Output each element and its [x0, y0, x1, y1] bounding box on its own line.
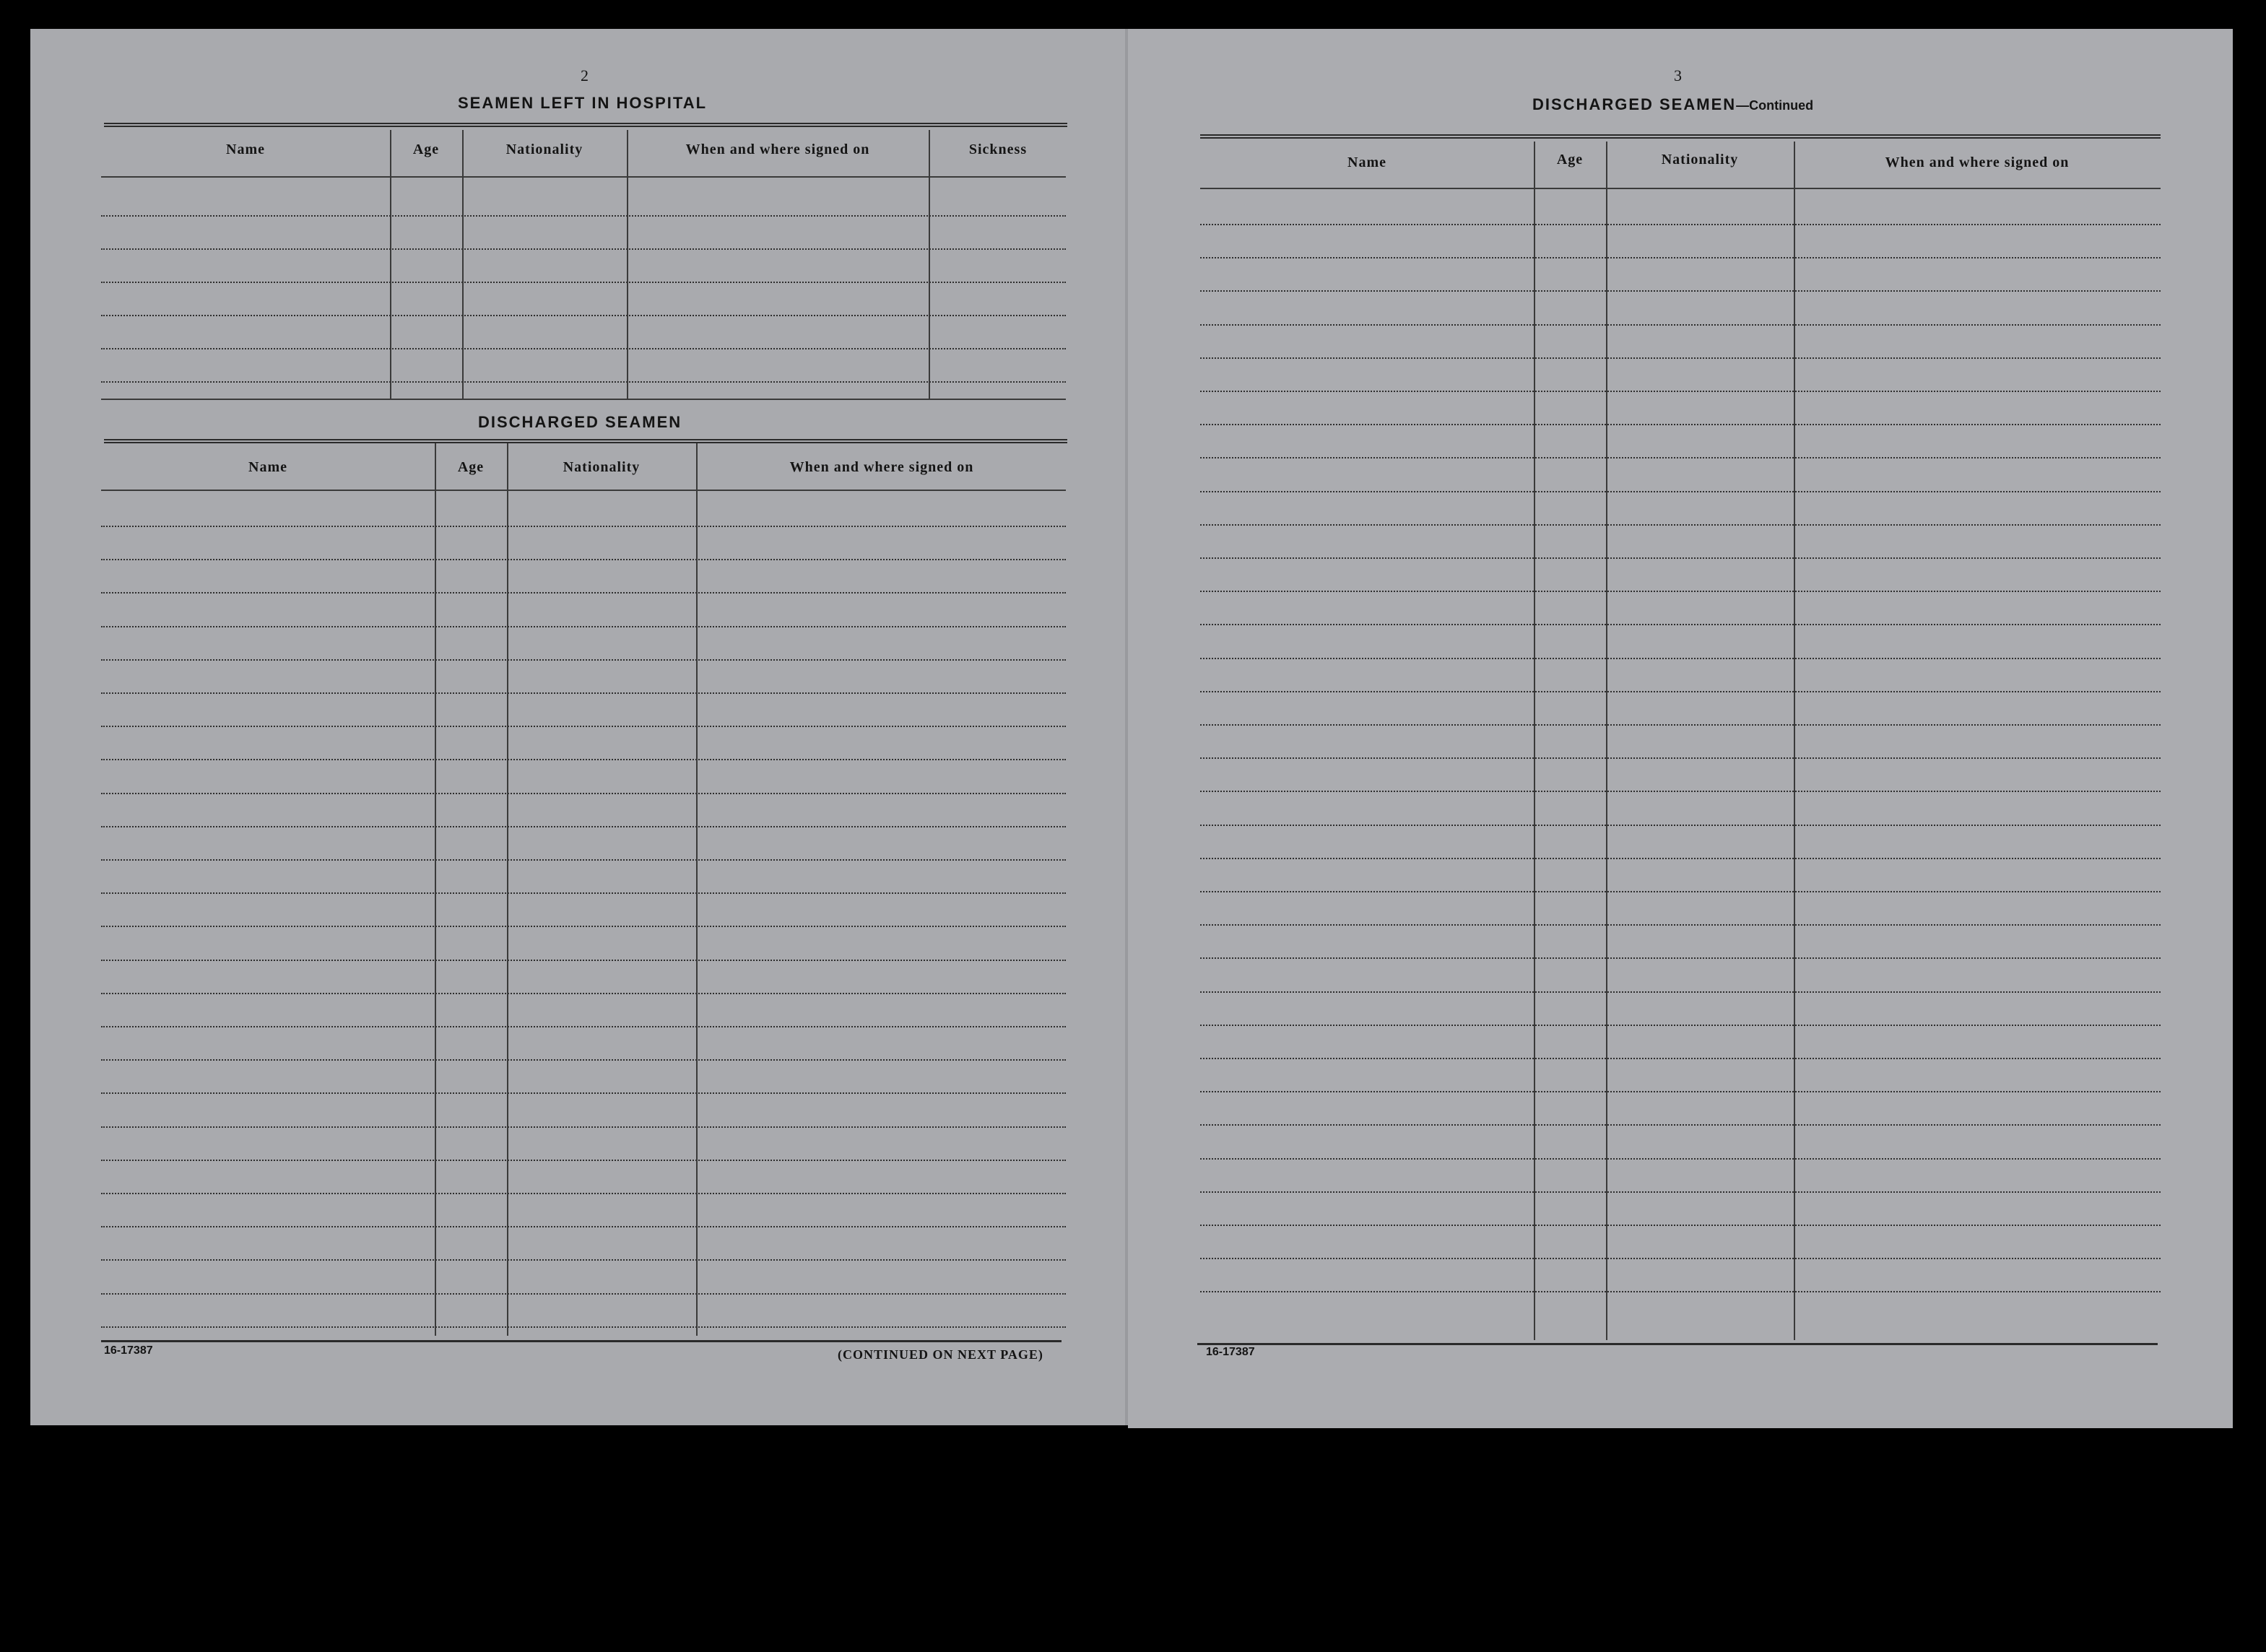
hospital-row-line — [101, 248, 1066, 250]
discharged-section-title: DISCHARGED SEAMEN — [478, 413, 682, 431]
continued-col-signed-on: When and where signed on — [1885, 155, 2070, 170]
left-form-number: 16-17387 — [104, 1344, 153, 1357]
discharged-title-rule — [104, 439, 1067, 443]
continued-row-line — [1200, 1124, 2161, 1126]
continued-row-line — [1200, 957, 2161, 959]
continued-row-line — [1200, 1025, 2161, 1026]
continued-row-line — [1200, 757, 2161, 759]
right-bottom-rule — [1197, 1343, 2158, 1345]
continued-row-line — [1200, 858, 2161, 859]
continued-note: (CONTINUED ON NEXT PAGE) — [838, 1347, 1043, 1362]
discharged-row-line — [101, 1259, 1066, 1261]
discharged-col-age: Age — [457, 459, 485, 475]
continued-row-line — [1200, 591, 2161, 592]
hospital-row-line — [101, 348, 1066, 349]
continued-row-line — [1200, 1258, 2161, 1259]
discharged-column-divider — [507, 443, 508, 1336]
continued-row-line — [1200, 1225, 2161, 1226]
continued-row-line — [1200, 290, 2161, 292]
continued-row-line — [1200, 691, 2161, 692]
discharged-row-line — [101, 1160, 1066, 1161]
continued-row-line — [1200, 391, 2161, 392]
discharged-col-name: Name — [248, 459, 287, 475]
continued-row-line — [1200, 1058, 2161, 1059]
hospital-section-title: SEAMEN LEFT IN HOSPITAL — [458, 94, 708, 112]
discharged-row-line — [101, 592, 1066, 594]
continued-column-divider — [1534, 142, 1535, 1340]
discharged-row-line — [101, 859, 1066, 861]
hospital-col-sickness: Sickness — [968, 142, 1028, 157]
continued-row-line — [1200, 791, 2161, 792]
continued-row-line — [1200, 624, 2161, 625]
discharged-row-line — [101, 1092, 1066, 1094]
continued-row-line — [1200, 491, 2161, 492]
continued-row-line — [1200, 557, 2161, 559]
discharged-col-nationality: Nationality — [563, 459, 641, 475]
continued-row-line — [1200, 324, 2161, 326]
continued-column-divider — [1606, 142, 1607, 1340]
hospital-col-age: Age — [412, 142, 440, 157]
continued-title-text: DISCHARGED SEAMEN — [1532, 95, 1737, 113]
continued-row-line — [1200, 658, 2161, 659]
continued-row-line — [1200, 524, 2161, 526]
hospital-col-signed-on: When and where signed on — [685, 142, 870, 157]
continued-row-line — [1200, 924, 2161, 926]
discharged-row-line — [101, 626, 1066, 627]
right-form-number: 16-17387 — [1206, 1346, 1255, 1358]
continued-row-line — [1200, 224, 2161, 225]
hospital-column-divider — [390, 130, 391, 399]
hospital-title-rule — [104, 123, 1067, 127]
continued-row-line — [1200, 257, 2161, 258]
continued-row-line — [1200, 1091, 2161, 1092]
left-page-number: 2 — [581, 66, 589, 84]
continued-col-name: Name — [1347, 155, 1386, 170]
hospital-column-divider — [627, 130, 628, 399]
hospital-column-divider — [462, 130, 464, 399]
continued-row-line — [1200, 825, 2161, 826]
discharged-column-divider — [696, 443, 698, 1336]
discharged-row-line — [101, 1226, 1066, 1227]
discharged-row-line — [101, 759, 1066, 760]
continued-row-line — [1200, 1158, 2161, 1160]
hospital-col-nationality: Nationality — [505, 142, 583, 157]
continued-col-nationality: Nationality — [1661, 152, 1739, 168]
discharged-row-line — [101, 526, 1066, 527]
left-bottom-rule — [101, 1340, 1062, 1342]
discharged-row-line — [101, 993, 1066, 994]
continued-section-title — [1532, 95, 1813, 114]
discharged-row-line — [101, 892, 1066, 894]
discharged-row-line — [101, 826, 1066, 827]
continued-row-line — [1200, 457, 2161, 458]
discharged-row-line — [101, 1326, 1066, 1328]
discharged-row-line — [101, 559, 1066, 560]
discharged-row-line — [101, 1293, 1066, 1295]
page-fold — [1125, 29, 1128, 1425]
continued-header-line — [1200, 188, 2161, 189]
discharged-header-line — [101, 490, 1066, 491]
discharged-row-line — [101, 1059, 1066, 1061]
discharged-row-line — [101, 1026, 1066, 1027]
hospital-bottom-line — [101, 399, 1066, 400]
hospital-row-line — [101, 215, 1066, 217]
continued-row-line — [1200, 357, 2161, 359]
discharged-row-line — [101, 726, 1066, 727]
discharged-row-line — [101, 1126, 1066, 1128]
discharged-row-line — [101, 926, 1066, 927]
hospital-row-line — [101, 315, 1066, 316]
discharged-row-line — [101, 960, 1066, 961]
right-page-number: 3 — [1674, 66, 1682, 84]
continued-row-line — [1200, 891, 2161, 892]
continued-row-line — [1200, 1191, 2161, 1193]
discharged-row-line — [101, 793, 1066, 794]
discharged-row-line — [101, 659, 1066, 661]
continued-title-rule — [1200, 134, 2161, 139]
continued-row-line — [1200, 991, 2161, 993]
hospital-row-line — [101, 381, 1066, 383]
discharged-column-divider — [435, 443, 436, 1336]
hospital-header-line — [101, 176, 1066, 178]
discharged-row-line — [101, 1193, 1066, 1194]
discharged-col-signed-on: When and where signed on — [789, 459, 974, 475]
continued-title-suffix: —Continued — [1736, 98, 1814, 113]
continued-col-age: Age — [1556, 152, 1584, 168]
continued-column-divider — [1794, 142, 1795, 1340]
continued-row-line — [1200, 424, 2161, 425]
discharged-row-line — [101, 692, 1066, 694]
hospital-row-line — [101, 282, 1066, 283]
right-page — [1128, 29, 2233, 1428]
continued-row-line — [1200, 724, 2161, 726]
hospital-column-divider — [929, 130, 930, 399]
continued-row-line — [1200, 1291, 2161, 1292]
hospital-col-name: Name — [226, 142, 265, 157]
